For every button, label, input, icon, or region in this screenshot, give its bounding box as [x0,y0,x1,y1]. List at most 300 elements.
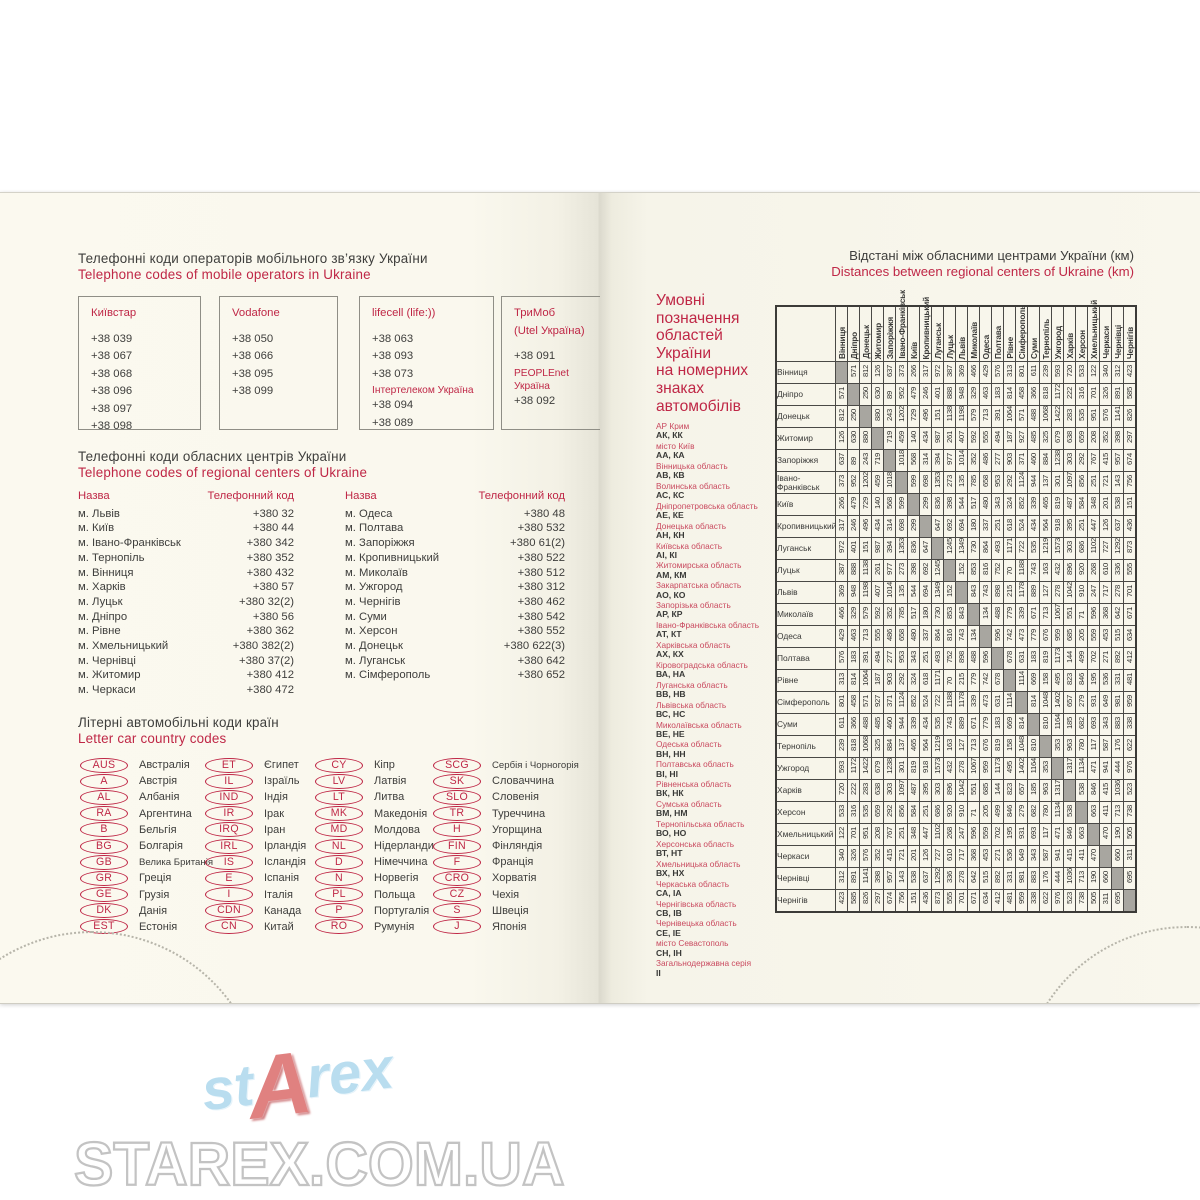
distance-cell: 987 [872,538,884,560]
plate-region-item [656,482,774,501]
diagonal-cell [956,582,968,604]
country-code-badge: IRL [205,839,253,854]
plate-region-item [656,780,774,799]
distance-cell: 251 [1088,472,1100,494]
car-code-row [315,870,433,886]
distance-cell: 208 [1088,428,1100,450]
table-row [776,450,1136,472]
phone-list-header [78,489,294,504]
row-header: Херсон [776,802,836,824]
distance-cell: 466 [836,604,848,626]
distance-cell: 329 [968,384,980,406]
distance-cell: 1048 [1040,692,1052,714]
country-name: Австралія [139,759,190,772]
row-header: Донецьк [776,406,836,428]
distance-cell: 1018 [884,472,896,494]
distance-cell: 752 [992,560,1004,582]
distance-cell: 1067 [1052,604,1064,626]
distance-cell: 460 [884,714,896,736]
distance-cell: 465 [1040,494,1052,516]
distance-cell: 143 [896,868,908,890]
distance-cell: 251 [896,824,908,846]
distance-cell: 488 [860,714,872,736]
distance-cell: 568 [884,494,896,516]
city-name: м. Рівне [78,625,121,638]
distance-cell: 873 [932,890,944,912]
distance-cell: 713 [968,736,980,758]
diagonal-cell [1088,824,1100,846]
operator-code: +38 095 [232,367,274,380]
distance-cell: 682 [1028,802,1040,824]
car-code-row [205,870,315,886]
distance-cell: 1349 [956,538,968,560]
distance-cell: 140 [908,428,920,450]
distance-cell: 299 [908,516,920,538]
distance-cell: 801 [836,692,848,714]
distance-cell: 494 [872,648,884,670]
mobile-codes-title [78,251,428,283]
decorative-arc-right [1020,926,1200,1003]
distance-cell: 693 [1088,714,1100,736]
plate-region-name: Київська область [656,540,723,551]
plate-region-codes: АМ, КМ [656,569,687,580]
column-header: Черкаси [1100,306,1112,362]
table-row [776,428,1136,450]
distance-table-title-uk: Відстані між обласними центрами України (км) [849,248,1134,263]
city-code: +380 532 [517,522,565,535]
row-header: Івано-Франківськ [776,472,836,494]
operator-name: Vodafone [232,307,280,319]
distance-cell: 1188 [1016,560,1028,582]
city-name: м. Ужгород [345,581,403,594]
distance-cell: 337 [920,626,932,648]
car-code-row [315,789,433,805]
distance-cell: 948 [848,582,860,604]
distance-cell: 846 [1064,824,1076,846]
distance-cell: 555 [872,626,884,648]
country-name: Ізраїль [264,775,300,788]
distance-cell: 692 [920,560,932,582]
country-name: Литва [374,791,405,804]
distance-cell: 117 [1040,824,1052,846]
distance-cell: 743 [1028,560,1040,582]
distance-cell: 931 [1088,692,1100,714]
distance-cell: 592 [872,604,884,626]
mobile-codes-title-uk: Телефонні коди операторів мобільного зв’язку України [78,251,428,266]
column-header: Суми [1028,306,1040,362]
distance-cell: 158 [1040,670,1052,692]
plate-region-name: Загальнодержавна серія [656,958,752,969]
distance-cell: 340 [1100,362,1112,384]
distance-cell: 823 [1064,670,1076,692]
operator-box [219,296,338,430]
operator-code: +38 073 [372,367,414,380]
distance-cell: 676 [980,736,992,758]
car-code-row [315,903,433,919]
row-header: Харків [776,780,836,802]
plate-region-codes: АС, КС [656,490,685,501]
country-code-badge: ET [205,758,253,773]
city-code: +380 342 [246,537,294,550]
column-header: Луганськ [932,306,944,362]
starex-logo-rex: rex [302,1035,397,1111]
country-name: Японія [492,920,527,933]
distance-cell: 303 [1064,538,1076,560]
plate-region-name: Донецька область [656,520,727,531]
distance-cell: 151 [932,406,944,428]
distance-cell: 630 [848,428,860,450]
plate-region-codes: СН, ІН [656,947,682,958]
distance-cell: 727 [1100,538,1112,560]
distance-cell: 301 [1052,472,1064,494]
plate-region-codes: ВТ, НТ [656,848,683,859]
plate-region-name: АР Крим [656,421,690,432]
distance-cell: 630 [872,384,884,406]
distance-cell: 1042 [1064,582,1076,604]
distance-cell: 785 [968,472,980,494]
distance-cell: 470 [1088,846,1100,868]
distance-cell: 517 [968,494,980,516]
country-name: Норвегія [374,872,419,885]
distance-cell: 499 [1076,648,1088,670]
country-code-badge: FIN [433,839,481,854]
distance-cell: 488 [968,648,980,670]
distance-cell: 201 [908,846,920,868]
country-code-badge: CZ [433,887,481,902]
distance-cell: 487 [1064,494,1076,516]
phone-row [345,566,565,581]
distance-cell: 738 [1076,890,1088,912]
distance-cell: 496 [860,516,872,538]
distance-cell: 1171 [932,670,944,692]
distance-cell: 273 [944,472,956,494]
distance-cell: 719 [884,428,896,450]
distance-cell: 246 [848,516,860,538]
distance-cell: 1114 [1004,692,1016,714]
distance-cell: 1018 [896,450,908,472]
car-code-row [433,903,598,919]
car-code-row [315,919,433,935]
city-code: +380 652 [517,669,565,682]
distance-cell: 976 [1124,758,1136,780]
distance-cell: 903 [1004,450,1016,472]
distance-cell: 251 [1076,516,1088,538]
country-name: Грузія [139,888,170,901]
distance-cell: 488 [992,604,1004,626]
distance-cell: 317 [920,362,932,384]
column-header: Миколаїв [968,306,980,362]
plate-region-item [656,701,774,720]
city-name: м. Дніпро [78,610,128,623]
diagonal-cell [1124,890,1136,912]
phone-row [78,610,294,625]
distance-cell: 471 [1052,824,1064,846]
distance-cell: 977 [944,450,956,472]
distance-cell: 888 [944,384,956,406]
distance-cell: 352 [968,450,980,472]
operator-code: +38 050 [232,332,274,345]
distance-cell: 717 [1100,582,1112,604]
distance-cell: 479 [848,494,860,516]
distance-cell: 122 [836,824,848,846]
column-header: Харків [1064,306,1076,362]
plate-region-codes: АА, КА [656,450,685,461]
distance-cell: 533 [836,802,848,824]
distance-cell: 316 [848,802,860,824]
country-name: Іран [264,823,286,836]
country-code-badge: F [433,855,481,870]
distance-cell: 195 [1004,824,1016,846]
distance-cell: 339 [1028,494,1040,516]
distance-cell: 222 [848,780,860,802]
distance-cell: 1141 [860,868,872,890]
distance-cell: 564 [1040,516,1052,538]
distance-cell: 190 [1112,824,1124,846]
distance-cell: 436 [1124,516,1136,538]
country-code-badge: GB [80,855,128,870]
distance-cell: 713 [1040,604,1052,626]
country-code-badge: EST [80,919,128,934]
distance-cell: 1164 [1052,714,1064,736]
distance-cell: 743 [944,714,956,736]
plate-region-item [656,561,774,580]
distance-cell: 637 [884,362,896,384]
table-row [776,516,1136,538]
corner-cell [776,306,836,362]
plates-legend [656,292,774,979]
distance-cell: 1134 [1076,758,1088,780]
operator-code: +38 097 [91,402,133,415]
distance-cell: 415 [1100,780,1112,802]
table-row [776,846,1136,868]
distance-cell: 1102 [932,824,944,846]
plate-region-name: Вінницька область [656,460,728,471]
distance-cell: 339 [908,714,920,736]
distance-cell: 1188 [944,692,956,714]
city-code: +380 432 [246,566,294,579]
car-code-row [205,854,315,870]
distance-cell: 140 [872,494,884,516]
distance-cell: 642 [1112,604,1124,626]
plates-title-line: Умовні [656,292,705,309]
country-name: Індія [264,791,288,804]
city-name: м. Житомир [78,669,141,682]
distance-cell: 727 [932,846,944,868]
distance-cell: 481 [1004,890,1016,912]
distance-cell: 326 [1100,384,1112,406]
distance-cell: 432 [944,758,956,780]
diagonal-cell [848,384,860,406]
distance-cell: 1171 [1004,538,1016,560]
plate-region-name: Запорізька область [656,600,731,611]
country-name: Кіпр [374,759,395,772]
country-name: Ірак [264,807,285,820]
distance-cell: 976 [1052,890,1064,912]
plate-region-codes: ВЕ, НЕ [656,728,685,739]
table-row [776,538,1136,560]
country-code-badge: MD [315,822,363,837]
plate-region-name: Херсонська область [656,838,735,849]
distance-cell: 135 [956,472,968,494]
city-name: м. Запоріжжя [345,537,415,550]
diagonal-cell [1100,846,1112,868]
plate-region-name: Львівська область [656,699,727,710]
distance-cell: 702 [992,824,1004,846]
distance-cell: 134 [968,626,980,648]
distance-cell: 853 [944,604,956,626]
distance-cell: 972 [836,538,848,560]
distance-cell: 137 [1040,472,1052,494]
distance-cell: 297 [1124,428,1136,450]
country-code-badge: P [315,903,363,918]
plate-region-item [656,760,774,779]
operator-code: +38 098 [91,420,133,432]
car-code-row [205,887,315,903]
phone-row [345,595,565,610]
distance-cell: 343 [992,494,1004,516]
distance-cell: 473 [1016,626,1028,648]
phone-row [78,521,294,536]
phone-row [345,551,565,566]
country-code-badge: TR [433,806,481,821]
distance-cell: 369 [836,582,848,604]
distance-cell: 144 [992,780,1004,802]
phone-row [78,566,294,581]
distance-cell: 1178 [956,692,968,714]
distance-cell: 261 [944,428,956,450]
mobile-codes-title-en: Telephone codes of mobile operators in Ukraine [78,267,371,282]
distance-cell: 292 [896,670,908,692]
country-code-badge: N [315,871,363,886]
distance-cell: 279 [1016,802,1028,824]
country-name: Албанія [139,791,180,804]
distance-cell: 584 [1076,494,1088,516]
distance-cell: 814 [1016,714,1028,736]
distance-cell: 721 [1100,472,1112,494]
distance-cell: 429 [980,362,992,384]
distance-cell: 444 [1052,868,1064,890]
column-header: Чернівці [1112,306,1124,362]
distance-cell: 1036 [1112,780,1124,802]
row-header: Ужгород [776,758,836,780]
distance-cell: 767 [884,824,896,846]
distance-cell: 71 [968,802,980,824]
city-code: +380 622(3) [503,640,565,653]
country-code-badge: B [80,822,128,837]
plate-region-name: Миколаївська область [656,719,742,730]
distance-cell: 535 [1076,406,1088,428]
distance-cell: 313 [836,670,848,692]
plates-legend-items [656,422,774,978]
distance-cell: 1178 [1016,582,1028,604]
distance-cell: 713 [980,406,992,428]
distance-cell: 195 [1088,670,1100,692]
distance-cell: 981 [1112,692,1124,714]
phone-row [78,580,294,595]
plate-region-item [656,601,774,620]
city-code: +380 57 [252,581,294,594]
country-code-badge: NL [315,839,363,854]
distance-cell: 117 [1088,736,1100,758]
distance-cell: 277 [992,450,1004,472]
distance-cell: 158 [1004,736,1016,758]
phone-row [345,639,565,654]
operator-box [78,296,201,430]
distance-cell: 459 [872,472,884,494]
country-name: Македонія [374,807,428,820]
phone-row [345,580,565,595]
phone-row [78,683,294,698]
distance-cell: 176 [1040,868,1052,890]
plate-region-codes: ВК, НК [656,788,684,799]
distance-cell: 401 [932,384,944,406]
distance-cell: 927 [1016,428,1028,450]
distance-cell: 250 [860,384,872,406]
country-name: Аргентина [139,807,192,820]
distance-cell: 535 [860,802,872,824]
distance-cell: 151 [908,890,920,912]
car-code-row [80,822,205,838]
plates-title-line: знаках [656,379,705,397]
distance-cell: 987 [932,428,944,450]
car-code-row [80,903,205,919]
distance-cell: 836 [932,494,944,516]
city-code: +380 412 [246,669,294,682]
city-name: м. Хмельницький [78,640,169,653]
distance-cell: 631 [992,692,1004,714]
distance-cell: 896 [1064,560,1076,582]
table-row [776,890,1136,912]
city-name: м. Черкаси [78,684,136,697]
car-code-row [433,887,598,903]
distance-cell: 638 [872,780,884,802]
distance-cell: 486 [980,450,992,472]
car-code-row [80,887,205,903]
plate-region-name: Луганська область [656,679,728,690]
distance-cell: 551 [968,780,980,802]
distance-cell: 187 [1004,428,1016,450]
distance-cell: 407 [872,582,884,604]
plate-region-name: Полтавська область [656,759,734,770]
distance-cell: 239 [836,736,848,758]
table-row [776,626,1136,648]
row-header: Тернопіль [776,736,836,758]
city-code: +380 522 [517,551,565,564]
row-header: Хмельницький [776,824,836,846]
distance-cell: 814 [1028,692,1040,714]
column-header: Київ [908,306,920,362]
distance-table [775,290,1137,913]
distance-cell: 523 [1124,780,1136,802]
country-code-badge: CY [315,758,363,773]
distance-cell: 618 [1004,516,1016,538]
plate-region-codes: АР, КР [656,609,683,620]
distance-cell: 657 [1064,692,1076,714]
plate-region-item [656,919,774,938]
distance-cell: 694 [956,516,968,538]
distance-cell: 251 [992,516,1004,538]
plate-region-codes: СА, ІА [656,887,682,898]
distance-cell: 692 [944,516,956,538]
distance-cell: 205 [1076,626,1088,648]
car-codes-title-en: Letter car country codes [78,731,227,746]
distance-cell: 143 [1112,472,1124,494]
distance-cell: 434 [920,714,932,736]
car-code-row [433,870,598,886]
distance-cell: 432 [1052,560,1064,582]
plate-region-item [656,820,774,839]
plate-region-codes: АК, КК [656,430,683,441]
